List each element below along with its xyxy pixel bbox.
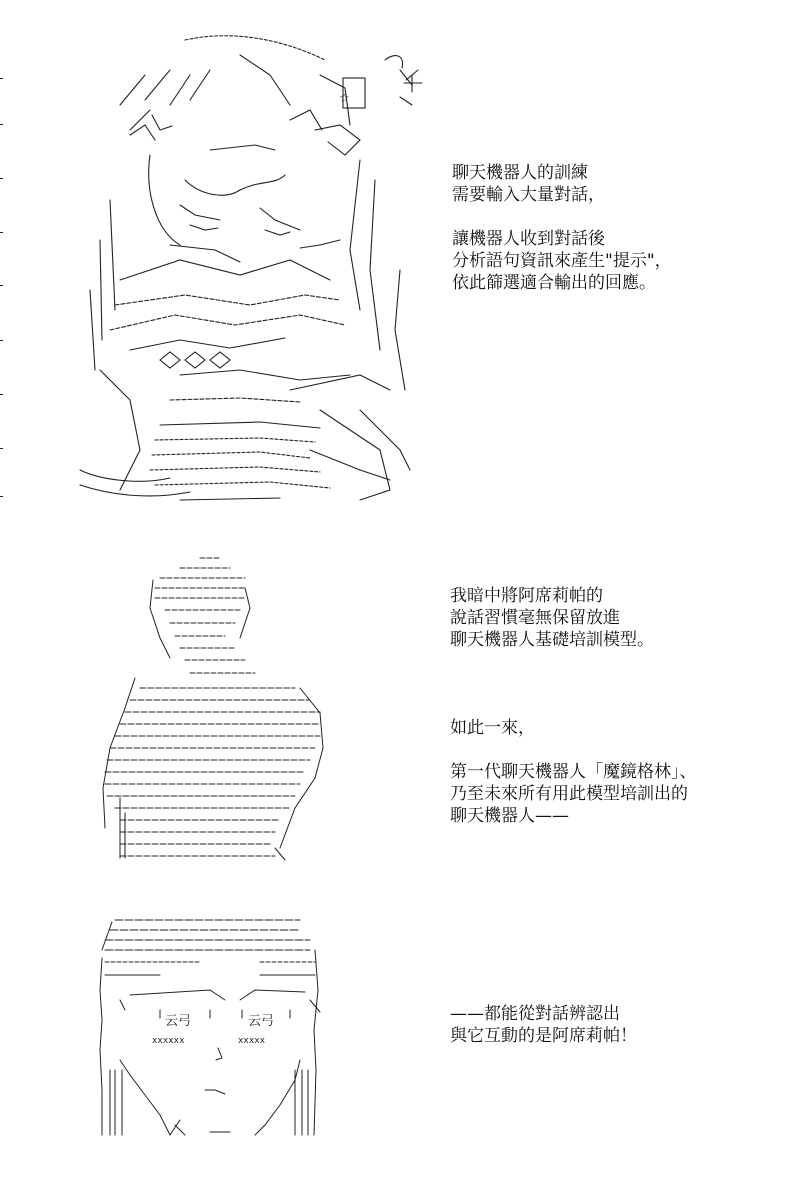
caption-line: 聊天機器人——	[450, 806, 569, 826]
caption-line	[452, 206, 672, 228]
right-blush: xxxxx	[238, 1036, 266, 1046]
caption-line	[450, 739, 697, 761]
caption-line: 如此一來，	[450, 718, 535, 738]
ascii-art-face	[90, 910, 350, 1145]
left-blush: xxxxxx	[152, 1036, 185, 1046]
caption-panel-1	[452, 162, 672, 294]
margin-mark	[0, 232, 3, 233]
ascii-art-girl	[60, 30, 430, 510]
caption-line: 聊天機器人的訓練	[452, 163, 588, 183]
margin-mark	[0, 394, 3, 395]
ascii-art-silhouette	[95, 548, 335, 868]
margin-mark	[0, 448, 3, 449]
caption-line	[450, 651, 697, 673]
caption-line: 與它互動的是阿席莉帕！	[450, 1026, 637, 1046]
margin-mark	[0, 496, 3, 497]
caption-panel-3	[450, 1003, 637, 1047]
margin-mark	[0, 178, 3, 179]
caption-line: 乃至未來所有用此模型培訓出的	[450, 784, 688, 804]
caption-line: 聊天機器人基礎培訓模型。	[450, 630, 654, 650]
margin-mark	[0, 340, 3, 341]
left-eye: 云弓	[165, 1014, 192, 1029]
caption-line: 需要輸入大量對話，	[452, 185, 605, 205]
margin-mark	[0, 124, 3, 125]
margin-mark	[0, 78, 3, 79]
right-eye: 云弓	[248, 1014, 275, 1029]
caption-line: ——都能從對話辨認出	[450, 1004, 620, 1024]
caption-line: 分析語句資訊來產生"提示"，	[452, 251, 672, 271]
caption-line: 依此篩選適合輸出的回應。	[452, 273, 656, 293]
caption-line	[450, 673, 697, 695]
margin-mark	[0, 285, 3, 286]
caption-line	[450, 695, 697, 717]
caption-line: 第一代聊天機器人「魔鏡格林」、	[450, 762, 697, 782]
caption-line: 說話習慣毫無保留放進	[450, 608, 620, 628]
caption-line: 讓機器人收到對話後	[452, 229, 605, 249]
caption-line: 我暗中將阿席莉帕的	[450, 586, 603, 606]
star-icon: ☆	[339, 91, 350, 105]
caption-panel-2	[450, 585, 697, 827]
